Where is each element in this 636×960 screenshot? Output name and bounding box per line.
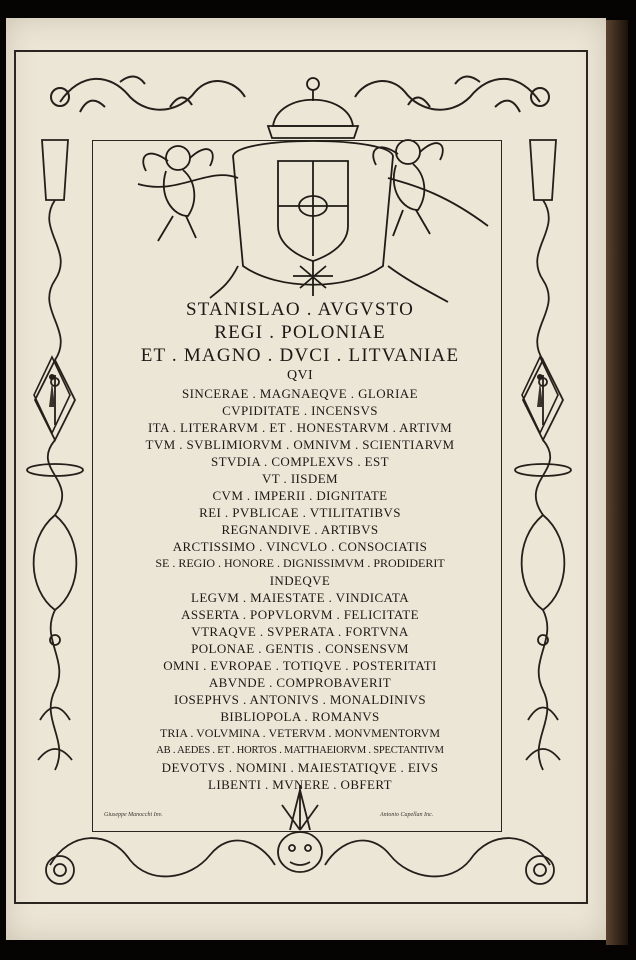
inscription-line: INDEQVE — [269, 573, 331, 588]
inscription-line: ARCTISSIMO . VINCVLO . CONSOCIATIS — [172, 539, 428, 554]
inscription-line: REGNANDIVE . ARTIBVS — [221, 522, 379, 537]
cherub-icon — [373, 140, 443, 236]
maltese-cross-icon — [293, 261, 333, 296]
inscription-line: ET . MAGNO . DVCI . LITVANIAE — [140, 345, 460, 366]
right-column-ornament-icon — [508, 120, 578, 840]
inscription-line: VTRAQVE . SVPERATA . FORTVNA — [191, 624, 409, 639]
inscription-line: BIBLIOPOLA . ROMANVS — [220, 709, 380, 724]
cherub-icon — [143, 146, 213, 241]
inscription-line: CVM . IMPERII . DIGNITATE — [212, 488, 388, 503]
inscription-line: LEGVM . MAIESTATE . VINDICATA — [191, 590, 409, 605]
statue-medallion-icon — [520, 355, 560, 435]
inscription-line: DEVOTVS . NOMINI . MAIESTATIQVE . EIVS — [161, 760, 439, 775]
inscription-line: ABVNDE . COMPROBAVERIT — [208, 675, 392, 690]
inscription-line: ASSERTA . POPVLORVM . FELICITATE — [181, 607, 419, 622]
inscription-line: REGI . POLONIAE — [214, 322, 386, 343]
statue-medallion-icon — [32, 355, 72, 435]
inscription-line: POLONAE . GENTIS . CONSENSVM — [191, 641, 409, 656]
inscription-line: ITA . LITERARVM . ET . HONESTARVM . ARTIVM — [147, 420, 453, 435]
inscription-line: AB . AEDES . ET . HORTOS . MATTHAEIORVM . SPECTANTIVM — [156, 745, 444, 756]
inscription-line: OMNI . EVROPAE . TOTIQVE . POSTERITATI — [163, 658, 437, 673]
book-cover-edge — [606, 20, 628, 945]
inscription-line: QVI — [286, 368, 314, 383]
inscription-line: STANISLAO . AVGVSTO — [185, 299, 415, 320]
inscription-line: IOSEPHVS . ANTONIVS . MONALDINIVS — [173, 692, 427, 707]
engraver-signature: Antonio Capellan Inc. — [380, 812, 434, 818]
inscription-line: TRIA . VOLVMINA . VETERVM . MONVMENTORVM — [160, 726, 440, 740]
inscription-line: STVDIA . COMPLEXVS . EST — [211, 454, 389, 469]
inscription-line: REI . PVBLICAE . VTILITATIBVS — [199, 505, 401, 520]
inscription-line: SE . REGIO . HONORE . DIGNISSIMVM . PRODIDERIT — [155, 556, 445, 570]
inscription-line: TVM . SVBLIMIORVM . OMNIVM . SCIENTIARVM — [145, 437, 455, 452]
inscription-line: VT . IISDEM — [261, 471, 339, 486]
left-column-ornament-icon — [20, 120, 90, 840]
designer-signature: Giuseppe Manocchi Inv. — [104, 812, 163, 818]
crown-icon — [273, 100, 353, 126]
inscription-line: LIBENTI . MVNERE . OBFERT — [208, 777, 392, 792]
coat-of-arms-icon — [118, 66, 508, 306]
dedication-inscription — [96, 298, 504, 793]
inscription-line: SINCERAE . MAGNAEQVE . GLORIAE — [182, 386, 418, 401]
inscription-line: CVPIDITATE . INCENSVS — [222, 403, 378, 418]
